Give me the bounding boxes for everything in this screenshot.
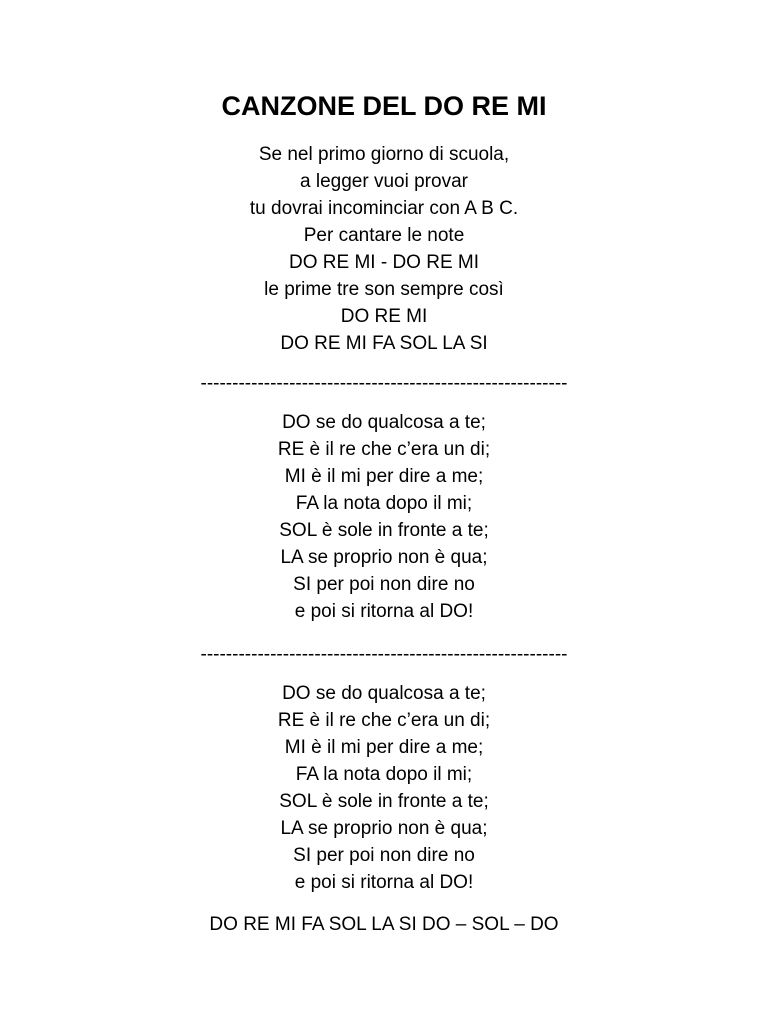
stanza-3	[0, 680, 768, 896]
final-scale-line: DO RE MI FA SOL LA SI DO – SOL – DO	[209, 914, 559, 935]
dashed-divider: ----------------------------------------------------------	[200, 373, 568, 394]
lyric-line: DO se do qualcosa a te;	[282, 412, 486, 433]
dashed-divider: ----------------------------------------------------------	[200, 644, 568, 665]
lyric-line: Per cantare le note	[303, 225, 465, 246]
lyric-line: a legger vuoi provar	[300, 171, 468, 192]
lyric-line: FA la nota dopo il mi;	[295, 493, 473, 514]
document-title: CANZONE DEL DO RE MI	[221, 91, 547, 121]
lyric-line: SI per poi non dire no	[293, 845, 475, 866]
lyric-line: DO RE MI - DO RE MI	[289, 252, 479, 273]
lyric-line: DO RE MI	[340, 306, 428, 327]
lyric-line: SOL è sole in fronte a te;	[279, 520, 489, 541]
lyric-line: RE è il re che c’era un di;	[277, 710, 491, 731]
lyric-line: DO se do qualcosa a te;	[282, 683, 486, 704]
stanza-2	[0, 409, 768, 625]
lyric-line: RE è il re che c’era un di;	[277, 439, 491, 460]
stanza-1	[0, 141, 768, 357]
lyric-line: MI è il mi per dire a me;	[284, 466, 484, 487]
lyric-line: Se nel primo giorno di scuola,	[258, 144, 510, 165]
lyric-line: LA se proprio non è qua;	[280, 818, 488, 839]
lyric-line: MI è il mi per dire a me;	[284, 737, 484, 758]
lyric-line: LA se proprio non è qua;	[280, 547, 488, 568]
lyric-line: tu dovrai incominciar con A B C.	[249, 198, 519, 219]
lyric-line: e poi si ritorna al DO!	[294, 601, 474, 622]
lyric-line: e poi si ritorna al DO!	[294, 872, 474, 893]
lyric-line: SOL è sole in fronte a te;	[279, 791, 489, 812]
lyric-line: le prime tre son sempre così	[264, 279, 504, 300]
lyric-line: DO RE MI FA SOL LA SI	[280, 333, 488, 354]
lyric-line: FA la nota dopo il mi;	[295, 764, 473, 785]
lyric-line: SI per poi non dire no	[293, 574, 475, 595]
